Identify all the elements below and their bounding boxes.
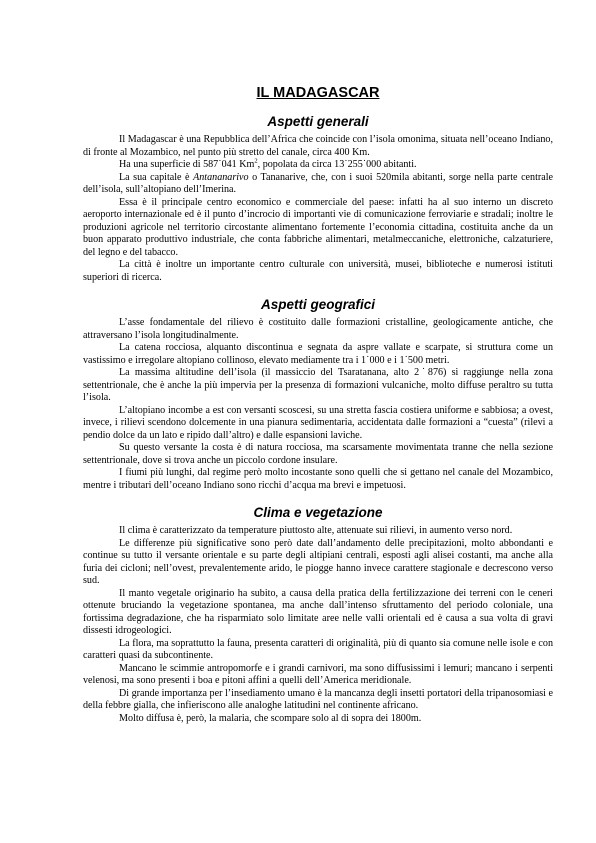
document-title: IL MADAGASCAR [256,85,380,101]
section-aspetti-geografici [83,297,553,492]
section-aspetti-generali [83,114,553,284]
paragraph: La catena rocciosa, alquanto discontinua e segnata da aspre vallate e scarpate, si struttura come un vastissimo e irregolare altopiano collinoso, elevato mediamente tra i 1˙000 e i 1˙500 metri. [83,342,553,366]
paragraph: Essa è il principale centro economico e commerciale del paese: infatti ha al suo interno un discreto aeroporto internazionale ed è il punto d’incrocio di importanti vie di comunicazione ferroviarie e stradali; inoltre le produzioni agricole nel territorio circostante alimentano fortemente l’economia cittadina, costituita anche da un buon apparato produttivo industriale, che conta fabbriche alimentari, metalmeccaniche, elettroniche, calzaturiere, del legno e del tabacco. [83,196,553,258]
document-page [83,85,553,738]
paragraph: Mancano le scimmie antropomorfe e i grandi carnivori, ma sono diffusissimi i lemuri; mancano i serpenti velenosi, ma sono presenti i boa e pitoni affini a quelli dell’America meridionale. [83,662,553,686]
paragraph: La flora, ma soprattutto la fauna, presenta caratteri di originalità, più di quanto sia comune nelle isole e con caratteri quasi da subcontinente. [83,637,553,661]
paragraph: L’altopiano incombe a est con versanti scoscesi, su una stretta fascia costiera uniforme e sabbiosa; a ovest, invece, i rilievi scendono dolcemente in una pianura sedimentaria, accidentata dalle formazioni a “cuesta” (rilevi a pendio dolce da un lato e ripido dall’altro) e dalle espansioni laviche. [83,404,553,441]
paragraph: La massima altitudine dell’isola (il massiccio del Tsaratanana, alto 2˙876) si raggiunge nella zona settentrionale, che è anche la più impervia per la presenza di formazioni vulcaniche, molto diffuse peraltro su tutta l’isola. [83,367,553,403]
paragraph: Il manto vegetale originario ha subito, a causa della pratica della fertilizzazione dei terreni con le ceneri ottenute bruciando la vegetazione spontanea, ma anche dall’intenso sfruttamento del periodo coloniale, una fortissima degradazione, che ha risparmiato solo limitate aree nelle valli orientali ed è causa a sua volta di gravi dissesti idrogeologici. [83,587,553,636]
paragraph: Il clima è caratterizzato da temperature piuttosto alte, attenuate sui rilievi, in aumento verso nord. [119,525,513,536]
paragraph: Le differenze più significative sono però date dall’andamento delle precipitazioni, molto abbondanti e continue su tutto il versante orientale e su parte degli altipiani centrali, esposti agli alisei costanti, ma anche alla furia dei cicloni; nell’ovest, prevalentemente arido, le piogge hanno invece carattere stagionale e decrescono verso sud. [83,537,553,586]
paragraph: Di grande importanza per l’insediamento umano è la mancanza degli insetti portatori della tripanosomiasi e della febbre gialla, che infieriscono alle analoghe latitudini nel continente africano. [83,687,553,711]
paragraph-text: , popolata da circa 13˙255˙000 abitanti. [257,159,417,170]
paragraph: Il Madagascar è una Repubblica dell’Africa che coincide con l’isola omonima, situata nell’oceano Indiano, di fronte al Mozambico, nel punto più stretto del canale, circa 400 Km. [83,134,553,158]
paragraph-text: Ha una superficie di 587˙041 Km [119,159,255,170]
paragraph [83,159,553,172]
paragraph-text: La sua capitale è [119,171,194,183]
paragraph: La città è inoltre un importante centro culturale con università, musei, biblioteche e numerosi istituti superiori di ricerca. [83,259,553,283]
section-heading: Aspetti generali [267,114,369,129]
paragraph: I fiumi più lunghi, dal regime però molto incostante sono quelli che si gettano nel canale del Mozambico, mentre i tributari dell’oceano Indiano sono ricchi d’acqua ma brevi e impetuosi. [83,467,553,491]
paragraph: Molto diffusa è, però, la malaria, che scompare solo al di sopra dei 1800m. [119,712,422,724]
italic-text: Antananarivo [193,171,249,183]
paragraph: Su questo versante la costa è di natura rocciosa, ma scarsamente movimentata tranne che nella sezione settentrionale, dove si trova anche un piccolo cordone insulare. [83,442,553,466]
section-heading: Aspetti geografici [260,297,376,312]
paragraph [83,172,553,197]
paragraph-text: o Tananarive, che, con i suoi 520mila abitanti, sorge nella parte centrale dell’isola, sull’altopiano dell’Imerina. [83,171,554,195]
superscript: 2 [254,157,258,165]
section-heading: Clima e vegetazione [253,505,383,520]
section-clima-e-vegetazione [83,505,553,725]
paragraph: L’asse fondamentale del rilievo è costituito dalle formazioni cristalline, geologicamente antiche, che attraversano l’isola longitudinalmente. [83,317,553,341]
